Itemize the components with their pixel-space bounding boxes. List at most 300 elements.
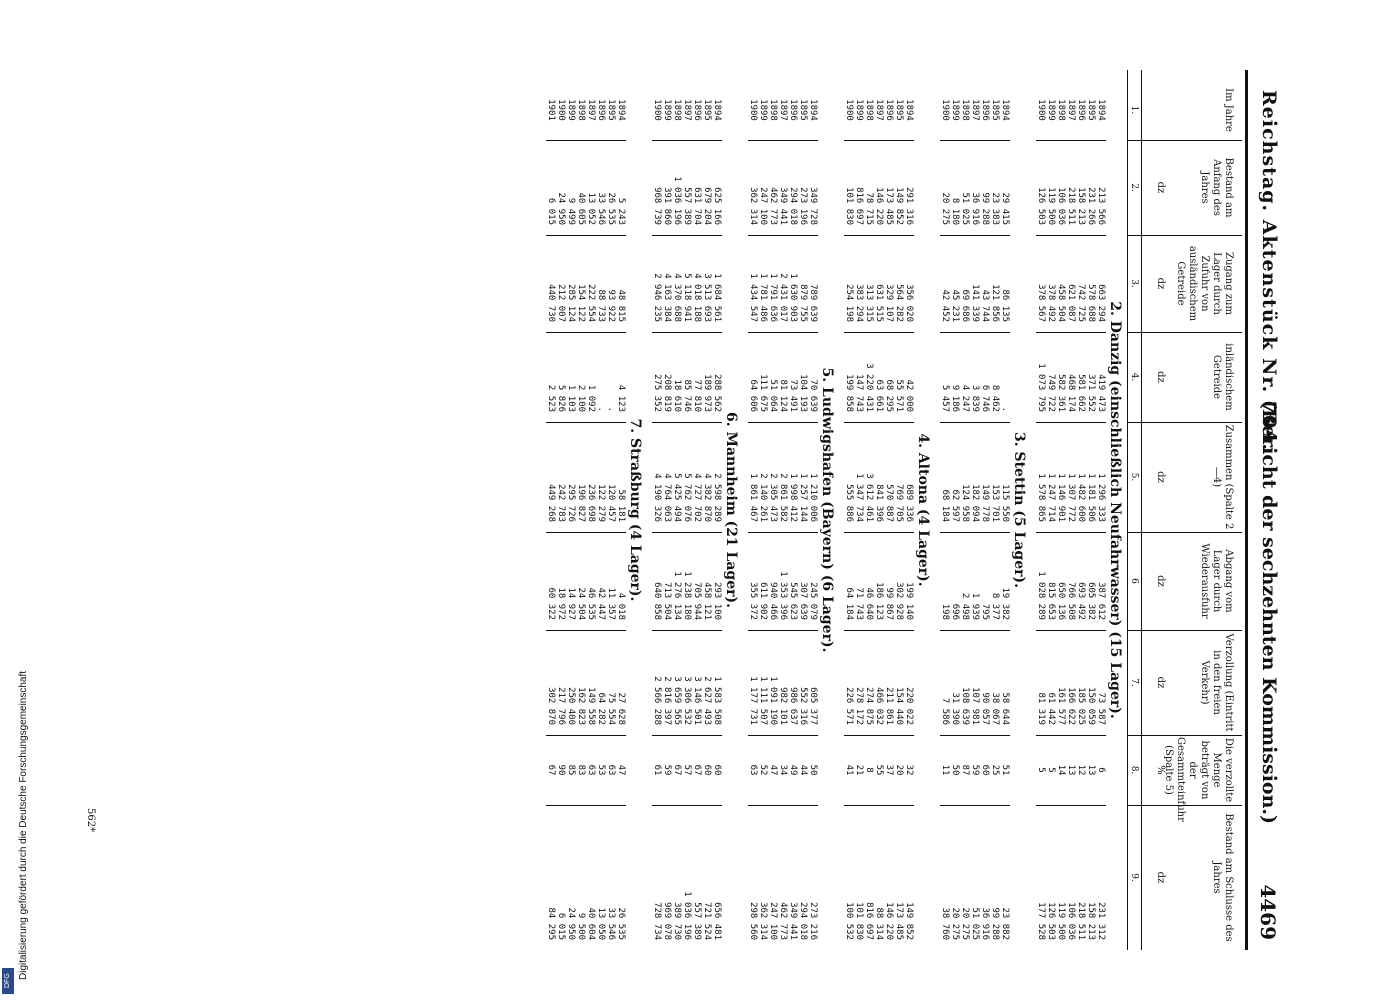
table-cell: 689 336 — [904, 484, 914, 522]
table-cell: 5 — [1036, 767, 1046, 773]
column-divider — [1128, 805, 1242, 806]
table-cell: 4 382 870 — [702, 473, 712, 522]
table-cell: 631 515 — [874, 284, 884, 322]
column-divider — [1128, 422, 1242, 423]
table-cell: 2 140 261 — [758, 473, 768, 522]
table-cell: 1 092 — [586, 384, 596, 412]
table-cell: 1901 — [546, 99, 556, 121]
table-cell: 124 958 — [960, 484, 970, 522]
table-cell: 50 — [808, 764, 818, 776]
table-cell: 391 860 — [662, 187, 672, 225]
table-cell: 26 535 — [606, 192, 616, 225]
table-cell: 68 295 — [884, 379, 894, 412]
column-header-9: Bestand am Schlusse des Jahres — [1211, 813, 1234, 942]
table-cell: 108 639 — [960, 687, 970, 725]
table-cell: 611 902 — [758, 582, 768, 620]
table-cell: 371 552 — [1086, 374, 1096, 412]
table-cell: 1897 — [682, 99, 692, 121]
column-divider — [546, 140, 626, 141]
table-cell: 57 — [682, 764, 692, 776]
table-cell: 51 025 — [960, 192, 970, 225]
table-cell: 63 — [748, 764, 758, 776]
table-cell: 4 163 384 — [662, 273, 672, 322]
table-cell: 552 316 — [798, 687, 808, 725]
table-cell: 60 — [712, 764, 722, 776]
table-cell: 3 839 — [970, 384, 980, 412]
table-cell: 1896 — [980, 99, 990, 121]
table-cell: 218 511 — [1076, 902, 1086, 940]
table-cell: 9 499 — [566, 197, 576, 225]
table-cell: 99 288 — [980, 192, 990, 225]
table-row — [1056, 70, 1066, 950]
table-cell: 1899 — [1046, 99, 1056, 121]
column-header-4: inländischem Getreide — [1211, 343, 1234, 411]
column-divider — [844, 630, 914, 631]
table-cell: 4 727 702 — [692, 473, 702, 522]
table-cell: 166 622 — [1066, 687, 1076, 725]
column-divider — [940, 332, 1010, 333]
table-cell: 11 — [940, 764, 950, 776]
table-cell: 14 — [1056, 764, 1066, 776]
table-cell: 60 — [702, 764, 712, 776]
table-cell: 1896 — [596, 99, 606, 121]
table-cell: 154 122 — [576, 284, 586, 322]
table-cell: 250 400 — [566, 687, 576, 725]
column-divider — [748, 805, 818, 806]
table-cell: 5 826 — [556, 384, 566, 412]
table-row — [894, 70, 904, 950]
table-cell: 625 166 — [712, 187, 722, 225]
table-cell: 1897 — [970, 99, 980, 121]
table-cell: 226 571 — [844, 687, 854, 725]
table-cell: 121 856 — [990, 284, 1000, 322]
table-cell: 211 861 — [884, 687, 894, 725]
table-cell: 67 — [672, 764, 682, 776]
table-cell: 50 — [950, 764, 960, 776]
column-divider — [1036, 532, 1106, 533]
table-cell: 42 000 — [904, 379, 914, 412]
table-cell: 1900 — [1036, 99, 1046, 121]
table-cell: 5 425 494 — [672, 473, 682, 522]
column-divider — [844, 235, 914, 236]
table-row — [1046, 70, 1056, 950]
table-cell: 356 020 — [904, 284, 914, 322]
table-cell: 1 353 396 — [778, 571, 788, 620]
column-divider — [652, 735, 722, 736]
table-cell: 83 — [576, 764, 586, 776]
table-cell: 217 796 — [556, 687, 566, 725]
table-cell: 275 352 — [652, 374, 662, 412]
table-cell: 458 121 — [702, 582, 712, 620]
table-cell: 6 746 — [980, 384, 990, 412]
table-cell: 106 036 — [1056, 187, 1066, 225]
table-cell: 119 500 — [1046, 187, 1056, 225]
table-cell: 1900 — [652, 99, 662, 121]
table-cell: 38 760 — [940, 907, 950, 940]
table-cell: 55 571 — [894, 379, 904, 412]
table-cell: 53 — [596, 764, 606, 776]
column-divider — [748, 235, 818, 236]
table-cell: 199 858 — [844, 374, 854, 412]
table-cell: 68 184 — [940, 489, 950, 522]
table-cell: 1894 — [1096, 99, 1106, 121]
table-cell: 21 — [854, 764, 864, 776]
table-cell: 119 500 — [1056, 902, 1066, 940]
table-cell: 150 059 — [1086, 687, 1096, 725]
table-cell: 47 — [616, 764, 626, 776]
column-divider — [1036, 235, 1106, 236]
table-cell: 466 032 — [874, 687, 884, 725]
table-cell: 2 946 235 — [652, 273, 662, 322]
column-divider — [652, 630, 722, 631]
table-cell: 87 — [960, 764, 970, 776]
footer-stamp: 562* — [85, 808, 96, 833]
table-cell: 2 498 — [960, 592, 970, 620]
table-cell: 1894 — [904, 99, 914, 121]
table-row — [940, 70, 950, 950]
column-header-7: Verzollung (Eintritt in den freien Verkehr) — [1199, 633, 1234, 732]
section-title: 3. Stettin (5 Lager). — [1011, 431, 1027, 588]
table-cell: 5 118 941 — [682, 273, 692, 322]
table-cell: 6 — [1096, 767, 1106, 773]
table-row — [1036, 70, 1046, 950]
table-cell: 4 123 — [616, 384, 626, 412]
table-cell: 29 415 — [1000, 192, 1010, 225]
table-cell: 693 492 — [1076, 582, 1086, 620]
column-divider — [1128, 235, 1242, 236]
table-cell: 5 762 076 — [682, 473, 692, 522]
table-cell: 106 036 — [1066, 902, 1076, 940]
table-cell: 120 457 — [606, 484, 616, 522]
table-cell: 294 018 — [798, 902, 808, 940]
section-title: 4. Altona (4 Lager). — [915, 433, 931, 587]
table-cell: 111 675 — [758, 374, 768, 412]
table-cell: 631 704 — [692, 187, 702, 225]
table-cell: 3 659 565 — [672, 676, 682, 725]
table-cell: 149 852 — [894, 187, 904, 225]
table-cell: 349 441 — [778, 187, 788, 225]
table-cell: 313 315 — [864, 284, 874, 322]
table-cell: 213 566 — [1096, 187, 1106, 225]
table-cell: 149 852 — [904, 902, 914, 940]
table-cell: 146 220 — [884, 902, 894, 940]
table-cell: 440 730 — [546, 284, 556, 322]
table-cell: 4 370 688 — [672, 273, 682, 322]
table-cell: 1894 — [1000, 99, 1010, 121]
table-cell: 362 314 — [758, 902, 768, 940]
table-cell: 126 503 — [1046, 902, 1056, 940]
column-divider — [940, 422, 1010, 423]
column-divider — [940, 140, 1010, 141]
table-cell: 1895 — [894, 99, 904, 121]
column-unit-2: dz — [1155, 181, 1166, 194]
column-unit-3: dz — [1155, 277, 1166, 290]
table-cell: 69 686 — [960, 289, 970, 322]
table-row — [844, 70, 854, 950]
table-cell: 1900 — [844, 99, 854, 121]
table-cell: 198 — [940, 603, 950, 620]
table-cell: 564 282 — [894, 284, 904, 322]
table-cell: 51 064 — [768, 379, 778, 412]
table-row — [652, 70, 662, 950]
column-divider — [1036, 422, 1106, 423]
table-cell: 6 015 — [556, 912, 566, 940]
table-cell: 14 927 — [566, 587, 576, 620]
table-cell: 40 605 — [576, 192, 586, 225]
table-cell: 640 858 — [652, 582, 662, 620]
table-row — [682, 70, 692, 950]
table-cell: 100 532 — [844, 902, 854, 940]
table-cell: 302 870 — [546, 687, 556, 725]
table-cell: 52 — [758, 764, 768, 776]
table-cell: 13 050 — [596, 907, 606, 940]
table-cell: 242 783 — [556, 484, 566, 522]
table-cell: 1899 — [758, 99, 768, 121]
table-cell: 27 628 — [616, 692, 626, 725]
table-cell: 1 781 486 — [758, 273, 768, 322]
table-cell: 1 347 734 — [854, 473, 864, 522]
column-divider — [748, 532, 818, 533]
table-cell: 3 612 461 — [864, 473, 874, 522]
column-divider — [546, 630, 626, 631]
column-header-6: Abgang vom Lager durch Wiederausfuhr — [1199, 543, 1234, 619]
table-cell: 222 554 — [586, 284, 596, 322]
table-cell: 285 124 — [566, 284, 576, 322]
table-row — [798, 70, 808, 950]
table-cell: 46 535 — [586, 587, 596, 620]
table-cell: 81 124 — [778, 379, 788, 412]
table-cell: 60 — [980, 764, 990, 776]
table-cell: 177 528 — [1036, 902, 1046, 940]
table-cell: 231 266 — [1086, 187, 1096, 225]
table-cell: 302 928 — [894, 582, 904, 620]
table-cell: 78 715 — [864, 192, 874, 225]
side-credit: Digitalisierung gefördert durch die Deutsche Forschungsgemeinschaft — [18, 670, 29, 980]
table-cell: 650 136 — [1056, 582, 1066, 620]
column-unit-9: dz — [1155, 871, 1166, 884]
table-cell: 38 067 — [990, 692, 1000, 725]
column-divider — [748, 422, 818, 423]
table-cell: 185 025 — [1076, 687, 1086, 725]
table-row — [576, 70, 586, 950]
table-cell: 449 268 — [546, 484, 556, 522]
table-cell: 67 — [692, 764, 702, 776]
column-divider — [844, 422, 914, 423]
table-cell: 88 733 — [596, 289, 606, 322]
column-divider — [940, 630, 1010, 631]
column-divider — [844, 805, 914, 806]
table-cell: 1 684 561 — [712, 273, 722, 322]
table-cell: 462 773 — [778, 902, 788, 940]
table-cell: 307 639 — [798, 582, 808, 620]
table-cell: 11 357 — [606, 587, 616, 620]
table-cell: 84 295 — [546, 907, 556, 940]
table-cell: 468 174 — [1066, 374, 1076, 412]
table-cell: 1 238 180 — [682, 571, 692, 620]
table-cell: 71 743 — [854, 587, 864, 620]
table-cell: 4 247 — [960, 384, 970, 412]
column-divider — [652, 532, 722, 533]
table-row — [778, 70, 788, 950]
table-cell: 1 111 507 — [758, 676, 768, 725]
table-cell: 173 485 — [884, 187, 894, 225]
table-cell: 75 554 — [606, 692, 616, 725]
table-cell: 1898 — [864, 99, 874, 121]
table-cell: 9 500 — [576, 912, 586, 940]
table-cell: 545 623 — [788, 582, 798, 620]
table-cell: 158 213 — [1086, 902, 1096, 940]
running-header — [1250, 70, 1280, 950]
section-rows — [940, 70, 1010, 950]
table-cell: 1899 — [854, 99, 864, 121]
header-middle: (Bericht der sechzehnten Kommission.) — [1258, 400, 1280, 825]
table-cell: 982 101 — [778, 687, 788, 725]
table-cell: 42 447 — [596, 587, 606, 620]
table-cell: 378 567 — [1036, 284, 1046, 322]
table-row — [854, 70, 864, 950]
table-cell: 1895 — [798, 99, 808, 121]
table-cell: 1 181 506 — [1086, 473, 1096, 522]
table-row — [672, 70, 682, 950]
table-cell: 1 578 865 — [1036, 473, 1046, 522]
table-cell: 1900 — [940, 99, 950, 121]
column-number-3: 3. — [1129, 279, 1139, 288]
table-cell: 86 135 — [1000, 289, 1010, 322]
table-cell: 1 073 795 — [1036, 363, 1046, 412]
column-header-2: Bestand am Anfang des Jahres — [1199, 157, 1234, 218]
column-divider — [546, 422, 626, 423]
table-cell: 47 — [768, 764, 778, 776]
table-cell: 8 377 — [990, 592, 1000, 620]
table-cell: 3 513 693 — [702, 273, 712, 322]
table-cell: 8 180 — [950, 197, 960, 225]
table-cell: 1899 — [566, 99, 576, 121]
table-row — [970, 70, 980, 950]
table-cell: 1897 — [778, 99, 788, 121]
table-cell: 1895 — [702, 99, 712, 121]
table-cell: 1 791 636 — [768, 273, 778, 322]
table-cell: 7 586 — [940, 697, 950, 725]
table-cell: 99 867 — [884, 587, 894, 620]
table-cell: 749 722 — [1046, 374, 1056, 412]
table-cell: 557 389 — [692, 902, 702, 940]
table-cell: 968 739 — [652, 187, 662, 225]
column-number-9: 9. — [1129, 873, 1139, 882]
column-header-5: Zusammen (Spalte 2—4) — [1211, 424, 1234, 530]
header-rule — [1245, 70, 1248, 950]
column-divider — [1128, 332, 1242, 333]
table-cell: 713 504 — [662, 582, 672, 620]
table-cell: 67 — [546, 764, 556, 776]
table-cell: 149 778 — [980, 484, 990, 522]
table-cell: 288 562 — [712, 374, 722, 412]
table-cell: 33 546 — [596, 192, 606, 225]
table-cell: 1 210 006 — [808, 473, 818, 522]
table-cell: 64 606 — [748, 379, 758, 412]
column-divider — [748, 140, 818, 141]
table-cell: 147 743 — [854, 374, 864, 412]
table-row — [808, 70, 818, 950]
table-cell: 1 998 412 — [788, 473, 798, 522]
column-divider — [940, 735, 1010, 736]
section-rows — [652, 70, 722, 950]
table-cell: 20 275 — [960, 907, 970, 940]
section-rows — [1036, 70, 1106, 950]
table-cell: 1898 — [768, 99, 778, 121]
table-row — [616, 70, 626, 950]
table-cell: 816 697 — [864, 902, 874, 940]
table-cell: 146 220 — [874, 187, 884, 225]
table-cell: 1 247 714 — [1046, 473, 1056, 522]
table-cell: 90 057 — [980, 692, 990, 725]
column-divider — [940, 235, 1010, 236]
column-divider — [1128, 140, 1242, 141]
table-cell: 182 094 — [970, 484, 980, 522]
table-cell: 60 322 — [546, 587, 556, 620]
table-cell: 1 583 508 — [712, 676, 722, 725]
table-cell: 1894 — [712, 99, 722, 121]
column-divider — [748, 735, 818, 736]
column-unit-8: % — [1155, 765, 1166, 775]
table-cell: 2 816 397 — [662, 676, 672, 725]
table-cell: 63 — [606, 764, 616, 776]
table-cell: 295 726 — [566, 484, 576, 522]
column-unit-5: dz — [1155, 471, 1166, 483]
table-cell: 8 462 — [990, 384, 1000, 412]
table-cell: 18 972 — [556, 587, 566, 620]
column-header-8: Die verzollte Menge beträgt von der Gesammteinfuhr (Spalte 5) — [1163, 737, 1234, 822]
table-cell: 85 — [566, 764, 576, 776]
table-cell: 555 886 — [844, 484, 854, 522]
table-cell: . — [1000, 406, 1010, 412]
table-row — [748, 70, 758, 950]
table-cell: 64 282 — [596, 692, 606, 725]
table-cell: 2 305 473 — [768, 473, 778, 522]
table-cell: 62 597 — [950, 489, 960, 522]
table-row — [586, 70, 596, 950]
table-cell: 986 637 — [788, 687, 798, 725]
table-cell: 231 312 — [1096, 902, 1106, 940]
table-cell: 1896 — [884, 99, 894, 121]
table-cell: 1900 — [556, 99, 566, 121]
table-row — [990, 70, 1000, 950]
table-cell: 721 524 — [702, 902, 712, 940]
column-number-8: 8. — [1129, 765, 1139, 775]
table-cell: 13 052 — [586, 192, 596, 225]
table-cell: 6 015 — [546, 197, 556, 225]
table-cell: 2 523 — [546, 384, 556, 412]
table-cell: 1900 — [748, 99, 758, 121]
table-cell: 5 — [1046, 767, 1056, 773]
column-divider — [1036, 735, 1106, 736]
table-cell: 43 744 — [980, 289, 990, 322]
table-row — [702, 70, 712, 950]
table-cell: 1 861 467 — [748, 473, 758, 522]
column-divider — [546, 532, 626, 533]
column-divider — [844, 532, 914, 533]
table-cell: 32 — [904, 764, 914, 776]
table-cell: 236 698 — [586, 484, 596, 522]
table-cell: 1896 — [788, 99, 798, 121]
table-cell: 9 186 — [950, 384, 960, 412]
document-sheet — [100, 70, 1290, 950]
table-cell: 41 — [844, 764, 854, 776]
table-cell: 2 100 — [576, 384, 586, 412]
table-cell: 162 823 — [576, 687, 586, 725]
table-cell: 20 — [894, 764, 904, 776]
table-cell: 55 — [874, 764, 884, 776]
table-cell: 36 916 — [970, 192, 980, 225]
